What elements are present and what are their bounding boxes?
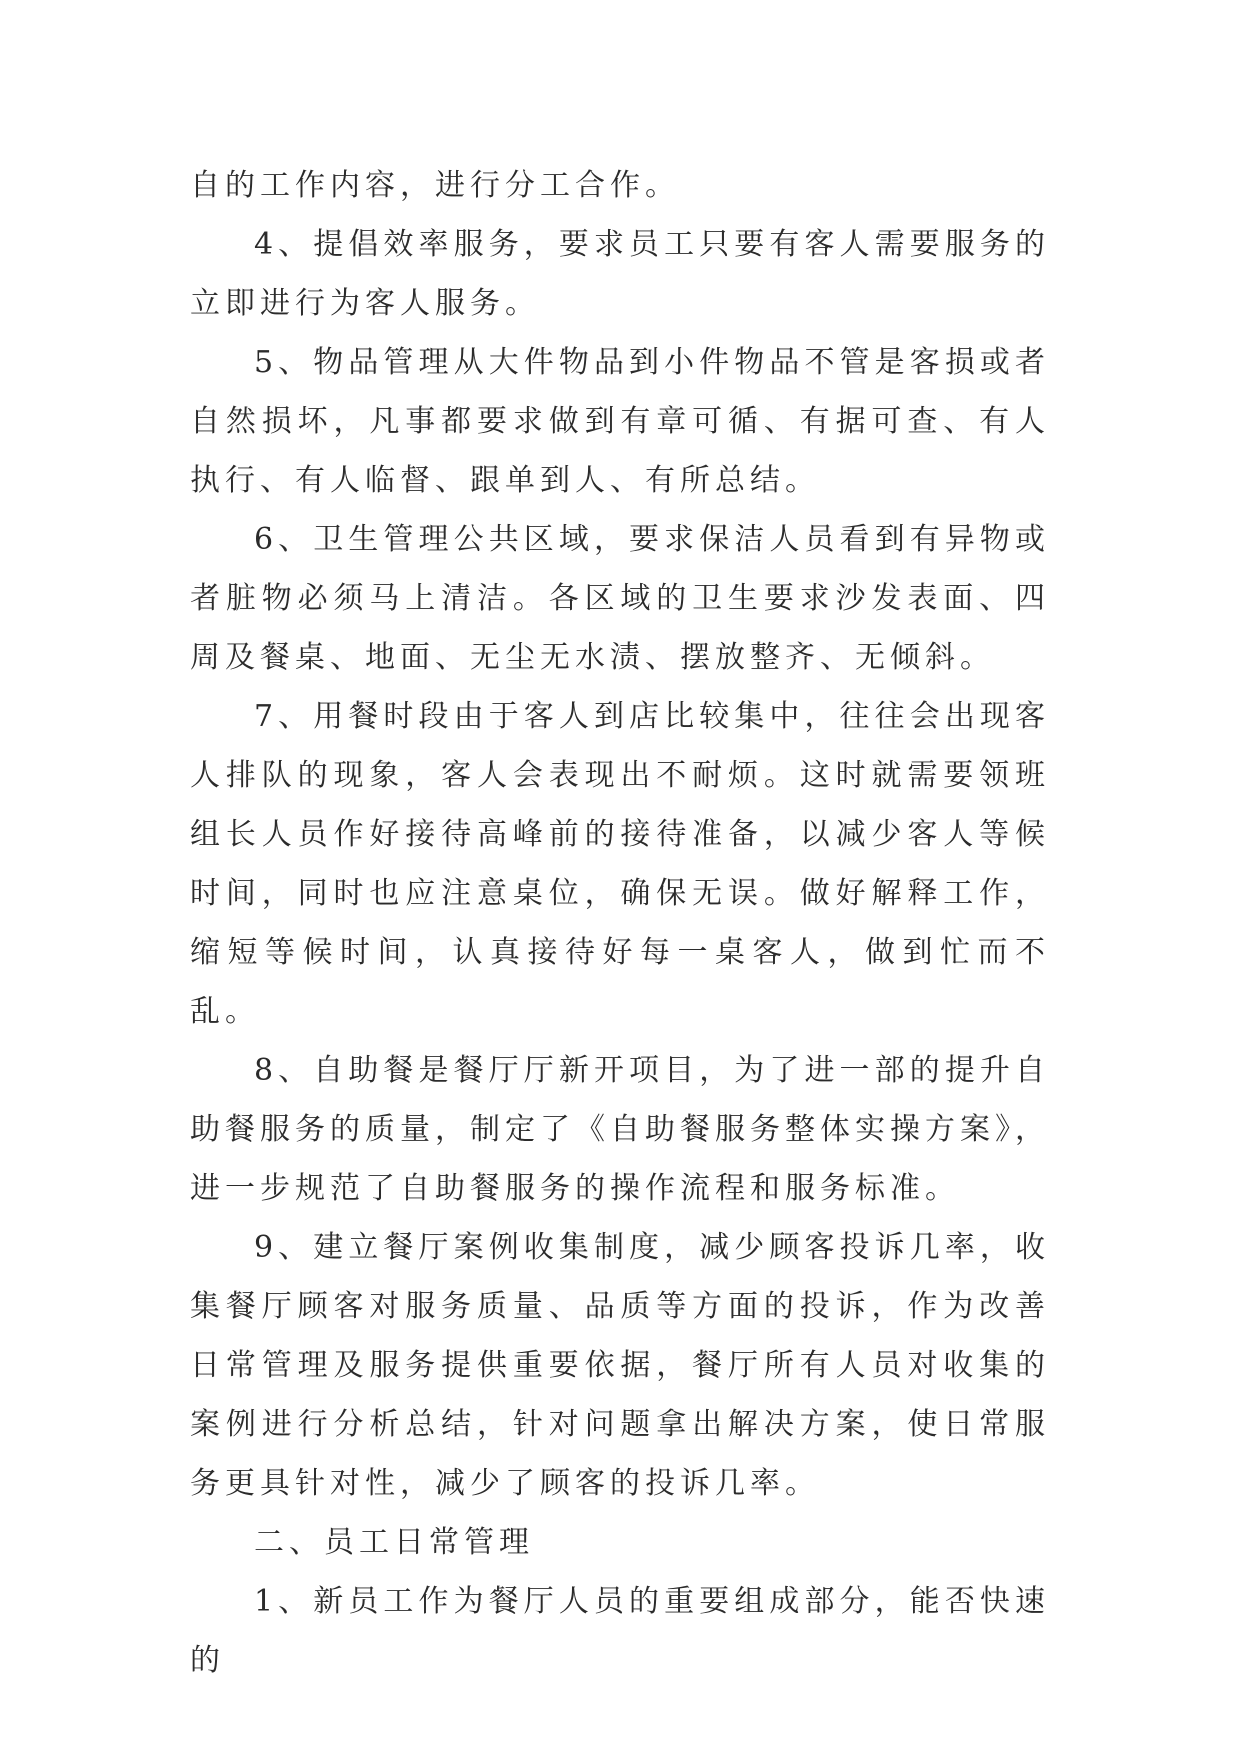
paragraph-item-8: 8、自助餐是餐厅厅新开项目，为了进一部的提升自助餐服务的质量，制定了《自助餐服务整体实操方案》，进一步规范了自助餐服务的操作流程和服务标准。 — [190, 1053, 1050, 1206]
paragraph-item-1: 1、新员工作为餐厅人员的重要组成部分，能否快速的 — [190, 1584, 1050, 1678]
paragraph-item-6: 6、卫生管理公共区域，要求保洁人员看到有异物或者脏物必须马上清洁。各区域的卫生要求沙发表面、四周及餐桌、地面、无尘无水渍、摆放整齐、无倾斜。 — [190, 522, 1050, 675]
document-body — [190, 156, 1050, 1690]
paragraph-item-4: 4、提倡效率服务，要求员工只要有客人需要服务的立即进行为客人服务。 — [190, 227, 1050, 321]
section-heading: 二、员工日常管理 — [254, 1525, 534, 1560]
paragraph-item-5: 5、物品管理从大件物品到小件物品不管是客损或者自然损坏，凡事都要求做到有章可循、有据可查、有人执行、有人临督、跟单到人、有所总结。 — [190, 345, 1050, 498]
paragraph-item-7: 7、用餐时段由于客人到店比较集中，往往会出现客人排队的现象，客人会表现出不耐烦。这时就需要领班组长人员作好接待高峰前的接待准备，以减少客人等候时间，同时也应注意桌位，确保无误。做好解释工作，缩短等候时间，认真接待好每一桌客人，做到忙而不乱。 — [190, 699, 1050, 1029]
paragraph-item-9: 9、建立餐厅案例收集制度，减少顾客投诉几率，收集餐厅顾客对服务质量、品质等方面的投诉，作为改善日常管理及服务提供重要依据，餐厅所有人员对收集的案例进行分析总结，针对问题拿出解决方案，使日常服务更具针对性，减少了顾客的投诉几率。 — [190, 1230, 1050, 1501]
paragraph-continuation: 自的工作内容，进行分工合作。 — [190, 168, 680, 203]
